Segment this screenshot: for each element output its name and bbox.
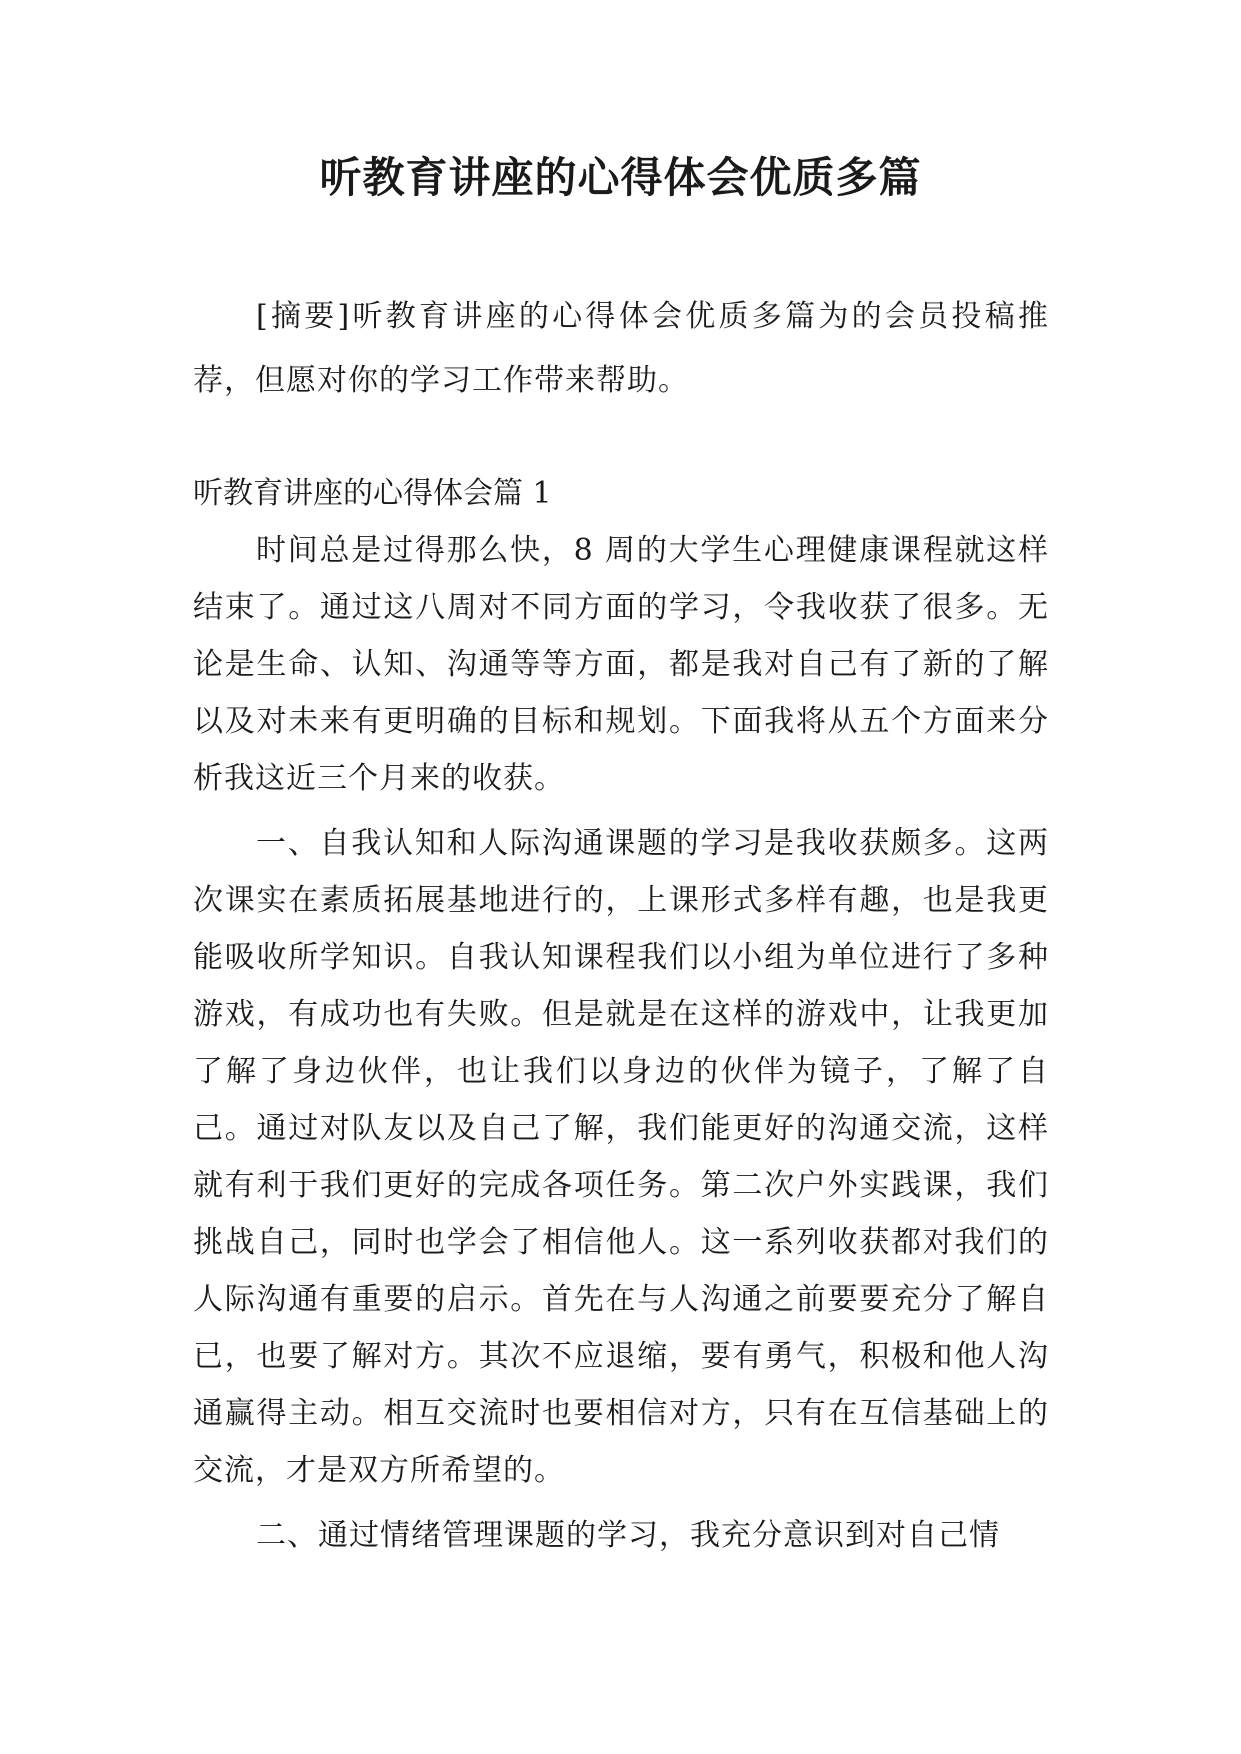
article-body — [193, 522, 1049, 1572]
document-title: 听教育讲座的心得体会优质多篇 — [319, 153, 922, 202]
body-paragraph: 二、通过情绪管理课题的学习，我充分意识到对自己情 — [256, 1518, 1000, 1553]
section-heading: 听教育讲座的心得体会篇 1 — [193, 476, 552, 511]
body-paragraph: 时间总是过得那么快，8 周的大学生心理健康课程就这样结束了。通过这八周对不同方面的学习，令我收获了很多。无论是生命、认知、沟通等等方面，都是我对自己有了新的了解以及对未来有更明确的目标和规划。下面我将从五个方面来分析我这近三个月来的收获。 — [193, 533, 1049, 796]
abstract-paragraph: [摘要]听教育讲座的心得体会优质多篇为的会员投稿推荐，但愿对你的学习工作带来帮助。 — [193, 299, 1049, 398]
body-paragraph: 一、自我认知和人际沟通课题的学习是我收获颇多。这两次课实在素质拓展基地进行的，上课形式多样有趣，也是我更能吸收所学知识。自我认知课程我们以小组为单位进行了多种游戏，有成功也有失败。但是就是在这样的游戏中，让我更加了解了身边伙伴，也让我们以身边的伙伴为镜子，了解了自己。通过对队友以及自己了解，我们能更好的沟通交流，这样就有利于我们更好的完成各项任务。第二次户外实践课，我们挑战自己，同时也学会了相信他人。这一系列收获都对我们的人际沟通有重要的启示。首先在与人沟通之前要要充分了解自已，也要了解对方。其次不应退缩，要有勇气，积极和他人沟通赢得主动。相互交流时也要相信对方，只有在互信基础上的交流，才是双方所希望的。 — [193, 826, 1049, 1488]
